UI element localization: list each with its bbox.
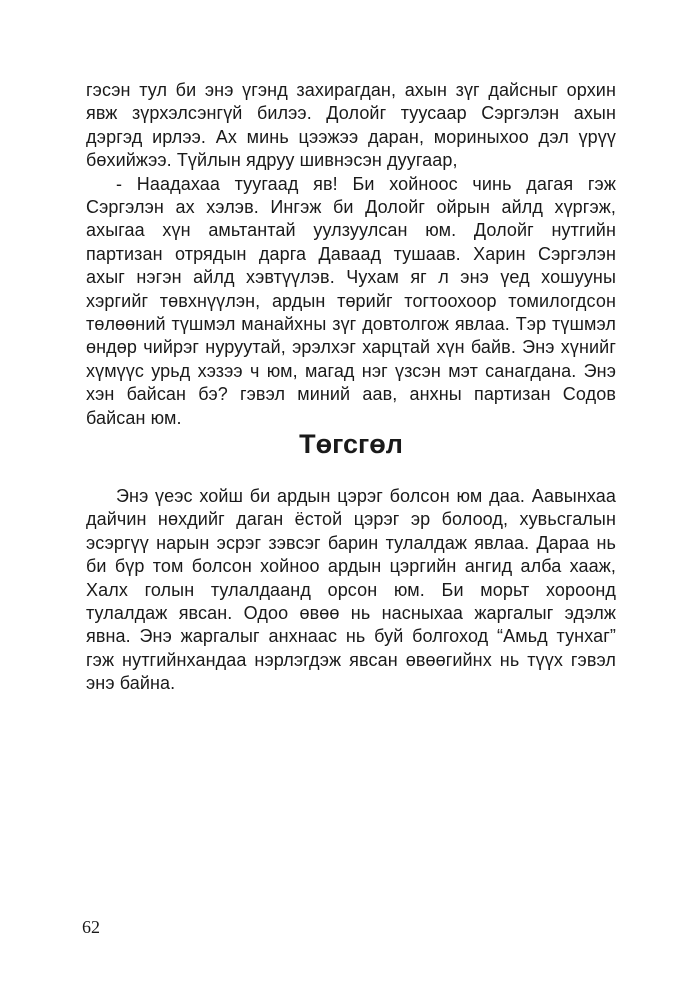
body-text-bottom: [86, 485, 616, 696]
paragraph-dialogue: - Наадахаа туугаад яв! Би хойноос чинь дагая гэж Сэргэлэн ах хэлэв. Ингэж би Долойг ойрын айлд хүргэж, ахыгаа хүн амьтантай уулзуулсан юм. Долойг нутгийн партизан отрядын дарга Даваад тушаав. Харин Сэргэлэн ахыг нэгэн айлд хэвтүүлэв. Чухам яг л энэ үед хошууны хэргийг төвхнүүлэн, ардын төрийг тогтоохоор томилогдсон төлөөний түшмэл манайхны зүг довтолгож явлаа. Тэр түшмэл өндөр чийрэг нуруутай, эрэлхэг харцтай хүн байв. Энэ хүнийг хүмүүс урьд хэзээ ч юм, магад нэг үзсэн мэт санагдана. Энэ хэн байсан бэ? гэвэл миний аав, анхны партизан Содов байсан юм.: [86, 173, 616, 428]
paragraph-continuation: гэсэн тул би энэ үгэнд захирагдан, ахын зүг дайсныг орхин явж зүрхэлсэнгүй билээ. Долойг туусаар Сэргэлэн ахын дэргэд ирлээ. Ах минь цээжээ даран, мориныхоо дэл үрүү бөхийжээ. Түйлын ядруу шивнэсэн дуугаар,: [86, 80, 616, 171]
body-text-top: [86, 79, 616, 430]
page-number: 62: [82, 917, 100, 937]
paragraph-epilogue: Энэ үеэс хойш би ардын цэрэг болсон юм даа. Аавынхаа дайчин нөхдийг даган ёстой цэрэг эр болоод, хувьсгалын эсэргүү нарын эсрэг зэвсэг барин тулалдаж явлаа. Дараа нь би бүр том болсон хойноо ардын цэргийн ангид алба хааж, Халх голын тулалдаанд орсон юм. Би морьт хороонд тулалдаж явсан. Одоо өвөө нь насныхаа жаргалыг эдэлж явна. Энэ жаргалыг анхнаас нь буй болгоход “Амьд тунхаг” гэж нутгийнхандаа нэрлэгдэж явсан өвөөгийнх нь түүх гэвэл энэ байна.: [86, 486, 616, 694]
chapter-title: Төгсгөл: [299, 429, 403, 459]
